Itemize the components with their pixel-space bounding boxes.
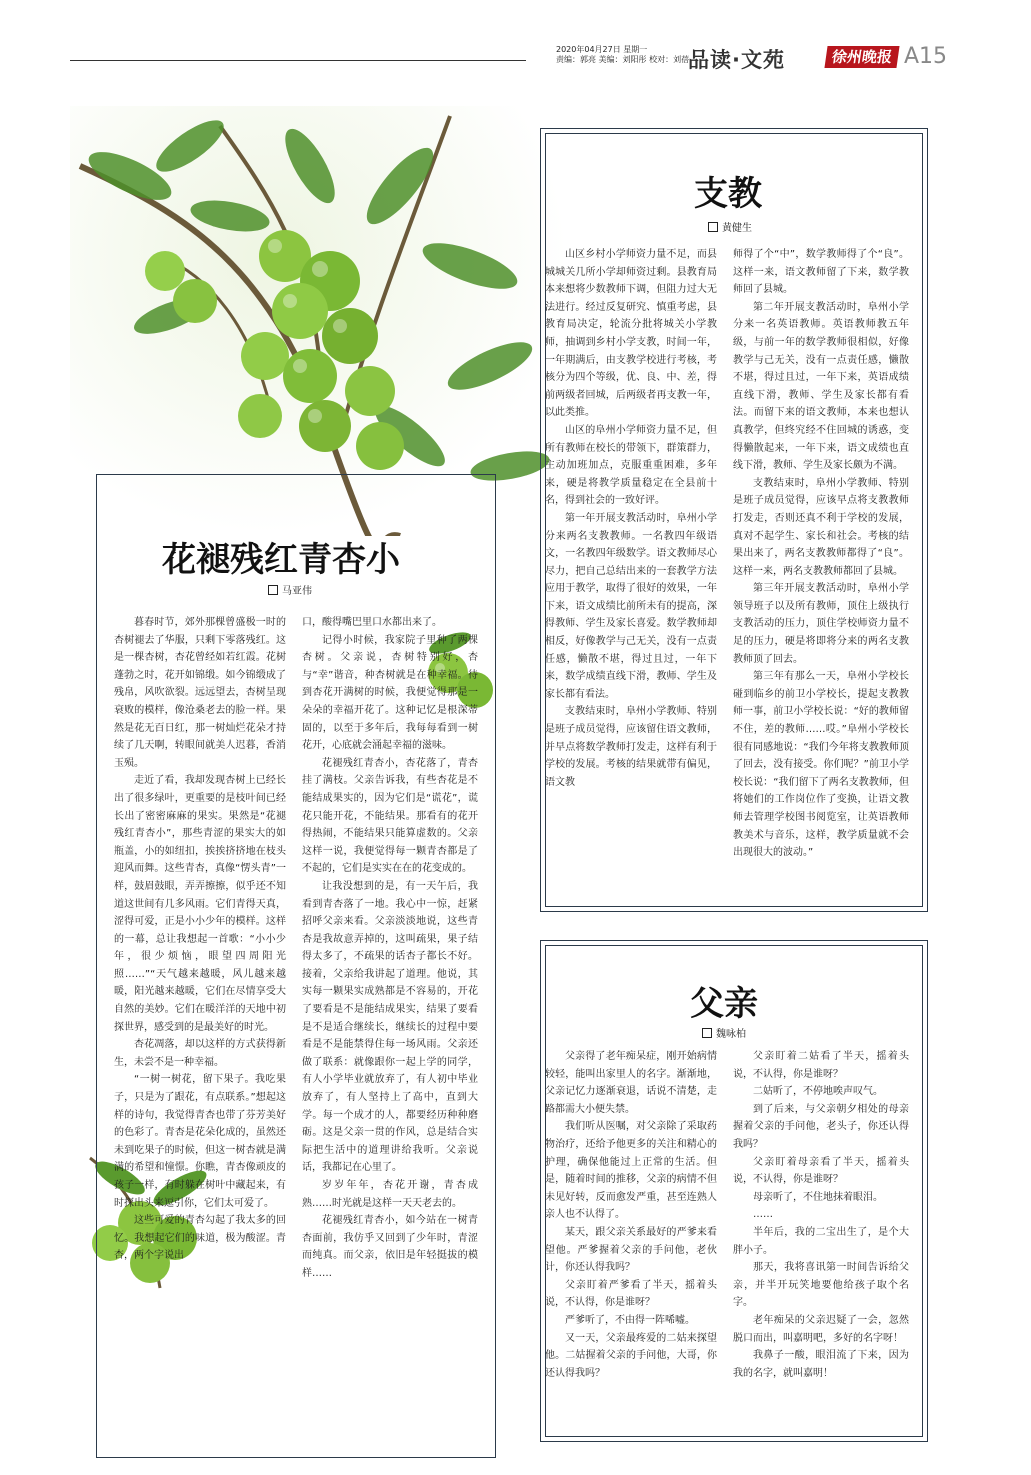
paragraph: “一树一树花，留下果子。我吃果子，只是为了跟花，有点联系。”想起这样的诗句，我觉得青杏也带了芬芳美好的色彩了。青杏是花朵化成的，虽然还未到吃果子的时候，但这一树杏就是满满的希望和憧憬。你瞧，青杏像顽皮的孩子一样，有时躲在树叶中藏起来，有时探出头来逗引你，它们太可爱了。 xyxy=(114,1074,286,1209)
header-meta xyxy=(556,45,689,65)
section-title: 品读·文苑 xyxy=(688,48,785,72)
article3-col1 xyxy=(545,1048,717,1438)
paragraph: 记得小时候，我家院子里种了两棵杏树。父亲说，杏树特别好，杏与“幸”谐音，种杏树就是在种幸福。待到杏花开满树的时候，我便觉得那是一朵朵的幸福开花了。这种记忆是根深蒂固的，以至于多年后，我每每看到一树花开，心底就会涌起幸福的滋味。 xyxy=(302,634,478,752)
article3-author xyxy=(702,1025,746,1040)
article3-col2 xyxy=(733,1048,909,1438)
article2-col1 xyxy=(545,246,717,906)
header-rule xyxy=(70,60,526,61)
page-number: A15 xyxy=(904,44,948,69)
paragraph: 某天，跟父亲关系最好的严爹来看望他。严爹握着父亲的手问他，老伙计，你还认得我吗？ xyxy=(545,1226,717,1274)
article1-col2 xyxy=(302,614,478,1392)
paragraph: 父亲得了老年痴呆症，刚开始病情较轻，能叫出家里人的名字。渐渐地，父亲记忆力逐渐衰退，话说不清楚，走路都需大小便失禁。 xyxy=(545,1051,717,1115)
header-date: 2020年04月27日 星期一 xyxy=(556,45,648,54)
paragraph: 那天，我将喜讯第一时间告诉给父亲，并半开玩笑地要他给孩子取个名字。 xyxy=(733,1262,909,1309)
author-box-icon xyxy=(268,585,278,595)
paragraph: …… xyxy=(753,1209,773,1221)
article2-author-name: 黄健生 xyxy=(722,223,752,234)
paragraph: 花褪残红青杏小，杏花落了，青杏挂了满枝。父亲告诉我，有些杏花是不能结成果实的，因为它们是“谎花”，谎花只能开花，不能结果。那看有的花开得热闹，不能结果只能算虚数的。父亲这样一说，我便觉得每一颗青杏都是了不起的，它们是实实在在的花变成的。 xyxy=(302,757,478,875)
paragraph: 父亲盯着二姑看了半天，摇着头说，不认得，你是谁呀？ xyxy=(733,1051,909,1080)
paragraph: 口，酸得嘴巴里口水都出来了。 xyxy=(302,617,442,628)
article3-title: 父亲 xyxy=(690,984,758,1024)
author-box-icon xyxy=(708,222,718,232)
paragraph: 二姑听了，不停地唉声叹气。 xyxy=(753,1086,883,1098)
paragraph: 半年后，我的二宝出生了，是个大胖小子。 xyxy=(733,1226,909,1256)
apricot-branch-illustration xyxy=(70,106,570,536)
paragraph: 这些可爱的青杏勾起了我太多的回忆。我想起它们的味道，极为酸涩。青杏，两个字说出 xyxy=(114,1215,286,1262)
paragraph: 又一天，父亲最疼爱的二姑来探望他。二姑握着父亲的手问他，大哥，你还认得我吗？ xyxy=(545,1332,717,1379)
article2-col2 xyxy=(733,246,909,906)
paragraph: 第一年开展支教活动时，阜州小学分来两名支教教师。一名教四年级语文，一名教四年级数学。语文教师尽心尽力，把自己总结出来的一套教学方法应用于教学，取得了很好的效果，一年下来，语文成绩比前所未有的提高，深得教师、学生及家长喜爱。数学教师却相反，好像教学与己无关，没有一点责任感，懒散不堪，得过且过，一年下来，数学成绩直线下滑，教师、学生及家长都有看法。 xyxy=(545,512,717,700)
paragraph: 花褪残红青杏小，如今站在一树青杏面前，我仿乎又回到了少年时，青涩而纯真。而父亲，依旧是年轻挺拔的模样…… xyxy=(302,1215,478,1279)
paragraph: 我们听从医嘱，对父亲除了采取药物治疗，还给予他更多的关注和精心的护理，确保他能过上正常的生活。但是，随着时间的推移，父亲的病情不但未见好转，反而愈发严重，甚至连熟人亲人也不认得了。 xyxy=(545,1121,717,1221)
author-box-icon xyxy=(702,1028,712,1038)
paragraph: 走近了看，我却发现杏树上已经长出了很多绿叶，更重要的是枝叶间已经长出了密密麻麻的果实。果然是“花褪残红青杏小”，那些青涩的果实大的如瓶盖，小的如纽扣，挨挨挤挤地在枝头迎风而舞。这些青杏，真像“愣头青”一样，鼓眉鼓眼，弄弄擦擦，似乎还不知道这世间有几多风雨。它们青得天真，涩得可爱，正是小小少年的模样。这样的一幕，总让我想起一首歌：“小小少年，很少烦恼，眼望四周阳光照……”“天气越来越暖，风儿越来越暖，阳光越来越暖，它们在尽情享受大自然的美妙。它们在暖洋洋的天地中初探世界，感受到的是最美好的时光。 xyxy=(114,775,286,1033)
paragraph: 第三年开展支教活动时，阜州小学领导班子以及所有教师，顶住上级执行支教活动的压力，顶住学校师资力量不足的压力，硬是将即将分来的两名支教教师顶了回去。 xyxy=(733,583,909,665)
article2-title: 支教 xyxy=(694,174,762,214)
apricot-photo xyxy=(70,106,570,536)
article2-author xyxy=(708,219,752,234)
paragraph: 杏花凋落，却以这样的方式获得新生，未尝不是一种幸福。 xyxy=(114,1039,286,1068)
article1-author xyxy=(268,582,312,597)
article1-title: 花褪残红青杏小 xyxy=(162,540,400,580)
paragraph: 我鼻子一酸，眼泪流了下来，因为我的名字，就叫嘉明！ xyxy=(733,1350,909,1379)
article3-author-name: 魏咏柏 xyxy=(716,1029,746,1040)
paragraph: 岁岁年年，杏花开谢，青杏成熟……时光就是这样一天天老去的。 xyxy=(302,1180,478,1209)
paragraph: 师得了个“中”，数学教师得了个“良”。这样一来，语文教师留了下来，数学教师回了县城。 xyxy=(733,249,909,296)
article1-col1 xyxy=(114,614,286,1404)
paragraph: 支教结束时，阜州小学教师、特别是班子成员觉得，应该早点将支教教师打发走，否则还真不利于学校的发展，真对不起学生、家长和社会。考核的结果出来了，两名支教教师都得了“良”。这样一来，两名支教教师都回了县城。 xyxy=(733,477,909,577)
newspaper-logo: 徐州晚报 xyxy=(824,46,899,68)
paragraph: 第三年有那么一天，阜州小学校长碰到临乡的前卫小学校长，提起支教教师一事，前卫小学校长说：“好的教师留不住，差的教师……哎。”阜州小学校长很有同感地说：“我们今年将支教教师顶了回去，没有接受。你们呢？”前卫小学校长说：“我们留下了两名支教教师，但将她们的工作岗位作了变换，让语文教师去管理学校图书阅览室，让英语教师教美术与音乐，这样，教学质量就不会出现很大的波动。” xyxy=(733,671,909,859)
article1-author-name: 马亚伟 xyxy=(282,586,312,597)
paragraph: 父亲盯着严爹看了半天，摇着头说，不认得，你是谁呀？ xyxy=(545,1279,717,1309)
paragraph: 父亲盯着母亲看了半天，摇着头说，不认得，你是谁呀？ xyxy=(733,1156,909,1186)
paragraph: 山区的阜州小学师资力量不足，但所有教师在校长的带领下，群策群力，主动加班加点，克服重重困难，多年来，硬是将教学质量稳定在全县前十名，得到社会的一致好评。 xyxy=(545,424,717,507)
paragraph: 到了后来，与父亲朝夕相处的母亲握着父亲的手问他，老头子，你还认得我吗？ xyxy=(733,1103,909,1150)
paragraph: 母亲听了，不住地抹着眼泪。 xyxy=(753,1191,883,1203)
paragraph: 严爹听了，不由得一阵唏嘘。 xyxy=(565,1314,695,1326)
paragraph: 第二年开展支教活动时，阜州小学分来一名英语教师。英语教师教五年级，与前一年的数学教师很相似，好像教学与己无关，没有一点责任感，懒散不堪，得过且过，一年下来，英语成绩直线下滑，教师、学生及家长都有看法。而留下来的语文教师，本来也想认真教学，但终究经不住回城的诱惑，变得懒散起来，一年下来，语文成绩也直线下滑，教师、学生及家长颇为不满。 xyxy=(733,301,909,472)
paragraph: 山区乡村小学师资力量不足，而县城城关几所小学却师资过剩。县教育局本来想将少数教师下调，但阻力过大无法进行。经过反复研究、慎重考虑，县教育局决定，轮流分批将城关小学教师，抽调到乡村小学支教，时间一年，一年期满后，由支教学校进行考核，考核分为四个等级，优、良、中、差，得前两级者回城，后两级者再支教一年，以此类推。 xyxy=(545,249,717,419)
paragraph: 暮春时节，郊外那棵曾盛极一时的杏树褪去了华服，只剩下零落残红。这是一棵杏树，杏花曾经如若红霞。花树蓬勃之时，花开如锦缎。如今锦缎成了残帛，风吹欲裂。远远望去，杏树呈现衰败的模样，像沧桑老去的脸一样。果然是花无百日红，那一树灿烂花朵才持续了几天啊，转眼间就美人迟暮，香消玉殒。 xyxy=(114,617,286,769)
paragraph: 让我没想到的是，有一天午后，我看到青杏落了一地。我心中一惊，赶紧招呼父亲来看。父亲淡淡地说，这些青杏是我故意弄掉的，这叫疏果，果子结得太多了，不疏果的话杏子都长不好。接着，父亲给我讲起了道理。他说，其实每一颗果实成熟都是不容易的，开花了要看是不是能结成果实，结果了要看是不是适合继续长，继续长的过程中要看是不是能禁得住每一场风雨。父亲还做了联系：就像跟你一起上学的同学，有人小学毕业就放弃了，有人初中毕业放弃了，有人坚持上了高中，直到大学。每一个成才的人，都要经历种种磨砺。这是父亲一贯的作风，总是结合实际把生活中的道理讲给我听。父亲说话，我都记在心里了。 xyxy=(302,880,478,1174)
paragraph: 支教结束时，阜州小学教师、特别是班子成员觉得，应该留住语文教师，并早点将数学教师打发走，这样有利于学校的发展。考核的结果就带有偏见，语文教 xyxy=(545,706,717,788)
paragraph: 老年痴呆的父亲迟疑了一会，忽然脱口而出，叫嘉明吧，多好的名字呀！ xyxy=(733,1314,909,1344)
header-editors: 责编：郭亮 美编：刘阳彤 校对：刘蓓 xyxy=(556,55,690,64)
